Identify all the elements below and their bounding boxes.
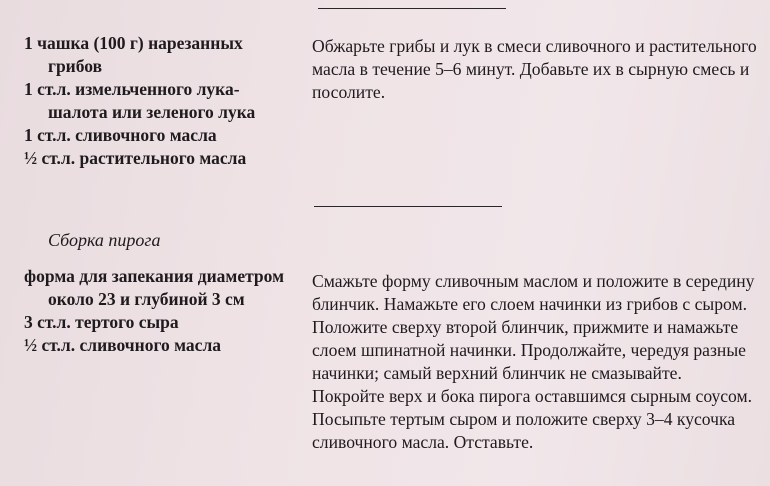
ingredient-item: 1 чашка (100 г) нарезанных грибов (24, 33, 243, 76)
assembly-ingredient-list (24, 265, 294, 357)
assembly-heading: Сборка пирога (48, 230, 161, 250)
ingredient-item: 1 ст.л. измельченного лука-шалота или зеленого лука (24, 79, 256, 122)
ingredient-item: ½ ст.л. сливочного масла (24, 335, 222, 355)
top-divider (318, 8, 506, 9)
middle-divider (314, 206, 502, 207)
assembly-instructions: Смажьте форму сливочным маслом и положите в середину блинчик. Намажьте его слоем начинки из грибов с сыром. Положите сверху второй блинчик, прижмите и намажьте слоем шпинатной начинки. Продолжайте, чередуя разные начинки; самый верхний блинчик не смазывайте. Покройте верх и бока пирога оставшимся сырным соусом. Посыпьте тертым сыром и положите сверху 3–4 кусочка сливочного масла. Отставьте. (312, 271, 755, 452)
ingredient-item: ½ ст.л. растительного масла (24, 148, 247, 168)
mushroom-instructions: Обжарьте грибы и лук в смеси сливочного и растительного масла в течение 5–6 минут. Добавьте их в сырную смесь и посолите. (312, 36, 757, 102)
ingredient-item: 3 ст.л. тертого сыра (24, 312, 179, 332)
ingredient-item: 1 ст.л. сливочного масла (24, 125, 217, 145)
ingredient-item: форма для запекания диаметром около 23 и глубиной 3 см (24, 266, 284, 309)
mushroom-ingredient-list (24, 32, 294, 170)
